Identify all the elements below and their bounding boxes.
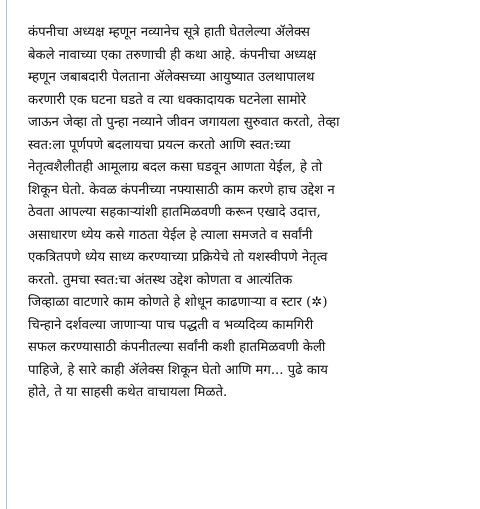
text-line: चिन्हाने दर्शवल्या जाणाऱ्या पाच पद्धती व भव्यदिव्य कामगिरी — [28, 317, 314, 333]
text-line: होते, ते या साहसी कथेत वाचायला मिळते. — [28, 385, 228, 400]
text-line: स्वत:ला पूर्णपणे बदलायचा प्रयत्न करतो आणि स्वत:च्या — [28, 137, 291, 153]
text-line: करतो. तुमचा स्वत:चा अंतस्थ उद्देश कोणता व आत्यंतिक — [28, 272, 293, 288]
text-line: सफल करण्यासाठी कंपनीतल्या सर्वांनी कशी हातमिळवणी केली — [28, 340, 326, 355]
text-line: एकत्रितपणे ध्येय साध्य करण्याच्या प्रक्रियेचे तो यशस्वीपणे नेतृत्व — [28, 250, 328, 265]
left-margin-rule — [6, 0, 7, 509]
text-line: करणारी एक घटना घडते व त्या धक्कादायक घटनेला सामोरे — [28, 92, 307, 108]
text-line: जिव्हाळा वाटणारे काम कोणते हे शोधून काढणाऱ्या व स्टार (✲) — [28, 295, 328, 310]
body-paragraph — [28, 22, 464, 405]
text-line: कंपनीचा अध्यक्ष म्हणून नव्यानेच सूत्रे हाती घेतलेल्या ॲलेक्स — [28, 25, 310, 40]
text-line: म्हणून जबाबदारी पेलताना ॲलेक्सच्या आयुष्यात उलथापालथ — [28, 70, 315, 85]
text-line: बेकले नावाच्या एका तरुणाची ही कथा आहे. कंपनीचा अध्यक्ष — [28, 47, 317, 63]
text-line: नेतृत्वशैलीतही आमूलाग्र बदल कसा घडवून आणता येईल, हे तो — [28, 160, 323, 175]
text-line: असाधारण ध्येय कसे गाठता येईल हे त्याला समजते व सर्वांनी — [28, 227, 313, 243]
text-line: पाहिजे, हे सारे काही ॲलेक्स शिकून घेतो आणि मग... पुढे काय — [28, 362, 328, 378]
text-line: जाऊन जेव्हा तो पुन्हा नव्याने जीवन जगायला सुरुवात करतो, तेव्हा — [28, 115, 340, 130]
text-line: शिकून घेतो. केवळ कंपनीच्या नफ्यासाठी काम करणे हाच उद्देश न — [28, 182, 335, 198]
text-line: ठेवता आपल्या सहकाऱ्यांशी हातमिळवणी करून एखादे उदात्त, — [28, 205, 321, 220]
